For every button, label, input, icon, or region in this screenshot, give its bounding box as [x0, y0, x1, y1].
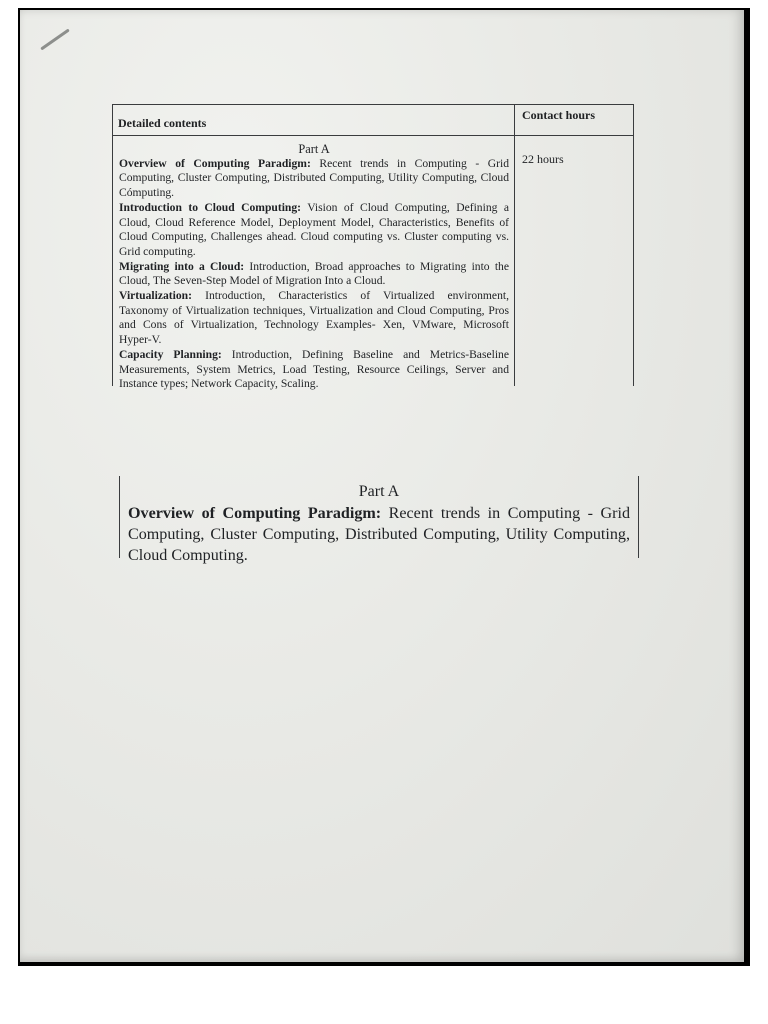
- section-text: Introduction, Defining Baseline and Metrics-Baseline Measurements, System Metrics, Load Testing, Resource Ceilings, Server and Instance types; Network Capacity, Scaling.: [119, 347, 509, 391]
- section-heading: Introduction to Cloud Computing:: [119, 200, 302, 214]
- document-photo: [18, 8, 750, 966]
- section-text: Vision of Cloud Computing, Defining a Cloud, Cloud Reference Model, Deployment Model, Characteristics, Benefits of Cloud Computing, Challenges ahead. Cloud computing vs. Cluster computing vs. Grid computing.: [119, 200, 509, 258]
- section-text: Recent trends in Computing - Grid Computing, Cluster Computing, Distributed Computing, Utility Computing, Cloud Cómputing.: [119, 156, 509, 200]
- syllabus-table: [112, 104, 634, 391]
- section-intro-cloud: [119, 201, 509, 260]
- part-title: Part A: [298, 142, 330, 156]
- section-text: Introduction, Broad approaches to Migrating into the Cloud, The Seven-Step Model of Migration Into a Cloud.: [119, 259, 509, 288]
- staple-mark: [40, 29, 70, 51]
- header-detailed-contents: Detailed contents: [118, 116, 207, 130]
- section-heading: Migrating into a Cloud:: [119, 259, 245, 273]
- section-text: Introduction, Characteristics of Virtualized environment, Taxonomy of Virtualization techniques, Virtualization and Cloud Computing, Pros and Cons of Virtualization, Technology Examples- Xen, VMware, Microsoft Hyper-V.: [119, 289, 509, 347]
- excerpt-part-title: Part A: [358, 483, 400, 500]
- paper-sheet: [20, 10, 744, 962]
- detailed-contents-text: [119, 142, 509, 392]
- section-migrating: [119, 260, 509, 289]
- excerpt-body: Recent trends in Computing - Grid Computing, Cluster Computing, Distributed Computing, Utility Computing, Cloud Computing.: [128, 505, 630, 564]
- header-contact-hours: Contact hours: [522, 108, 596, 122]
- section-heading: Overview of Computing Paradigm:: [119, 156, 311, 170]
- section-heading: Virtualization:: [119, 289, 192, 303]
- excerpt-text: [128, 503, 630, 566]
- section-overview: [119, 157, 509, 201]
- section-heading: Capacity Planning:: [119, 347, 222, 361]
- excerpt-heading: Overview of Computing Paradigm:: [128, 505, 382, 522]
- header-divider: [112, 135, 634, 136]
- section-capacity: [119, 348, 509, 392]
- section-virtualization: [119, 289, 509, 348]
- contact-hours-value: 22 hours: [522, 152, 564, 166]
- column-divider: [514, 104, 515, 386]
- zoomed-excerpt: [119, 476, 639, 564]
